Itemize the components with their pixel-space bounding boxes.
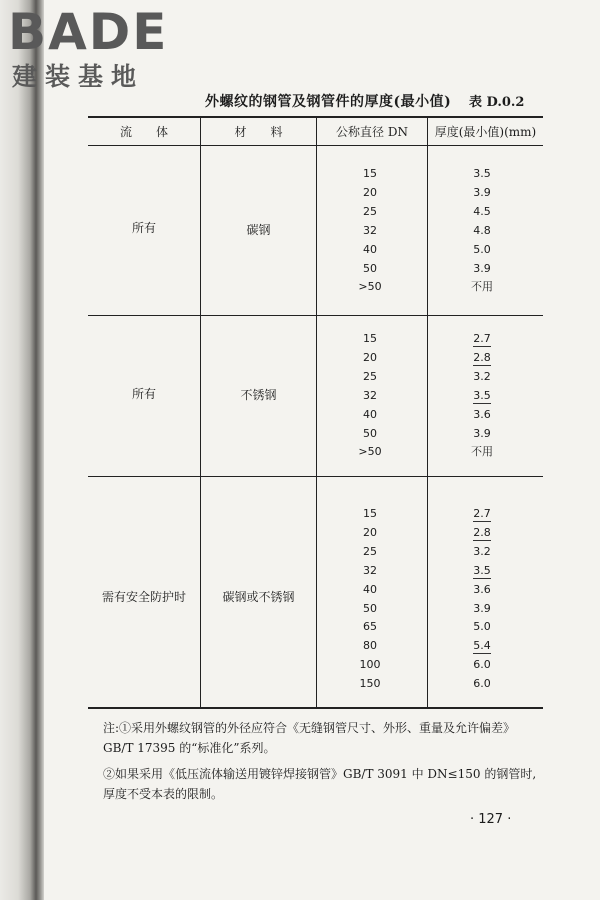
dn-cell: 20 — [363, 526, 377, 539]
dn-cell: 50 — [363, 602, 377, 615]
dn-cell: 50 — [363, 262, 377, 275]
table-number: 表 D.0.2 — [469, 95, 525, 110]
thickness-value: 2.7 — [473, 507, 491, 520]
thickness-cell — [440, 351, 524, 366]
thickness-value: 4.8 — [473, 224, 491, 237]
thickness-value: 3.6 — [473, 583, 491, 596]
dn-cell: 40 — [363, 583, 377, 596]
thickness-value: 不用 — [471, 445, 493, 458]
column-divider-3 — [427, 116, 428, 708]
thickness-value: 3.5 — [473, 564, 491, 577]
thickness-cell — [440, 262, 524, 276]
thickness-value: 不用 — [471, 280, 493, 293]
thickness-value: 5.4 — [473, 639, 491, 652]
thickness-value: 5.0 — [473, 243, 491, 256]
thickness-value: 5.0 — [473, 620, 491, 633]
group-3-material: 碳钢或不锈钢 — [222, 590, 295, 604]
dn-cell: 15 — [363, 167, 377, 180]
dn-cell: 150 — [359, 677, 381, 690]
thickness-value: 3.9 — [473, 262, 491, 275]
group-1-material: 碳钢 — [246, 223, 271, 237]
thickness-cell — [440, 389, 524, 404]
note-1: 注:①采用外螺纹钢管的外径应符合《无缝钢管尺寸、外形、重量及允许偏差》GB/T 17395 的“标准化”系列。 — [103, 721, 516, 755]
group-2-material: 不锈钢 — [240, 388, 277, 402]
dn-cell: 80 — [363, 639, 377, 652]
dn-cell: 15 — [363, 507, 377, 520]
thickness-cell — [440, 427, 524, 441]
dn-cell: 65 — [363, 620, 377, 633]
group-3-fluid: 需有安全防护时 — [101, 590, 186, 604]
header-thickness: 厚度(最小值)(mm) — [434, 125, 537, 139]
column-divider-2 — [316, 116, 317, 708]
thickness-cell — [440, 658, 524, 672]
thickness-cell — [440, 526, 524, 541]
thickness-value: 3.9 — [473, 427, 491, 440]
thickness-value: 6.0 — [473, 658, 491, 671]
thickness-cell — [440, 280, 524, 294]
dn-cell: 32 — [363, 224, 377, 237]
thickness-cell — [440, 332, 524, 347]
table-title: 外螺纹的钢管及钢管件的厚度(最小值) — [205, 94, 452, 110]
dn-cell: 32 — [363, 389, 377, 402]
header-nominal-diameter: 公称直径 DN — [336, 125, 408, 139]
group-2-fluid: 所有 — [131, 387, 156, 401]
thickness-value: 2.8 — [473, 526, 491, 539]
thickness-value: 3.9 — [473, 602, 491, 615]
thickness-value: 3.5 — [473, 389, 491, 402]
thickness-cell — [440, 602, 524, 616]
thickness-cell — [440, 370, 524, 384]
thickness-cell — [440, 583, 524, 597]
dn-cell: >50 — [358, 445, 382, 458]
thickness-cell — [440, 564, 524, 579]
thickness-cell — [440, 507, 524, 522]
column-divider-1 — [200, 116, 201, 708]
thickness-value: 6.0 — [473, 677, 491, 690]
group-1-fluid: 所有 — [131, 221, 156, 235]
thickness-value: 3.6 — [473, 408, 491, 421]
thickness-cell — [440, 243, 524, 257]
thickness-cell — [440, 677, 524, 691]
thickness-value: 3.2 — [473, 545, 491, 558]
dn-cell: >50 — [358, 280, 382, 293]
dn-cell: 32 — [363, 564, 377, 577]
thickness-value: 3.9 — [473, 186, 491, 199]
logo-wordmark: BADE — [8, 3, 169, 61]
thickness-cell — [440, 445, 524, 459]
thickness-cell — [440, 639, 524, 654]
thickness-cell — [440, 620, 524, 634]
dn-cell: 40 — [363, 243, 377, 256]
dn-cell: 15 — [363, 332, 377, 345]
dn-cell: 25 — [363, 545, 377, 558]
thickness-cell — [440, 186, 524, 200]
note-2: ②如果采用《低压流体输送用镀锌焊接钢管》GB/T 3091 中 DN≤150 的钢管时,厚度不受本表的限制。 — [103, 767, 537, 801]
dn-cell: 100 — [359, 658, 381, 671]
thickness-value: 3.5 — [473, 167, 491, 180]
bade-logo — [6, 4, 181, 96]
dn-cell: 25 — [363, 370, 377, 383]
thickness-cell — [440, 167, 524, 181]
logo-tagline: 建装基地 — [12, 62, 145, 91]
dn-cell: 50 — [363, 427, 377, 440]
thickness-cell — [440, 545, 524, 559]
header-fluid: 流 体 — [119, 125, 168, 139]
page-number: · 127 · — [470, 812, 512, 827]
dn-cell: 25 — [363, 205, 377, 218]
thickness-cell — [440, 224, 524, 238]
thickness-value: 2.7 — [473, 332, 491, 345]
thickness-cell — [440, 205, 524, 219]
dn-cell: 20 — [363, 351, 377, 364]
dn-cell: 40 — [363, 408, 377, 421]
dn-cell: 20 — [363, 186, 377, 199]
thickness-cell — [440, 408, 524, 422]
thickness-value: 4.5 — [473, 205, 491, 218]
header-material: 材 料 — [234, 125, 283, 139]
page-binding-shadow — [0, 0, 44, 900]
thickness-value: 3.2 — [473, 370, 491, 383]
thickness-value: 2.8 — [473, 351, 491, 364]
